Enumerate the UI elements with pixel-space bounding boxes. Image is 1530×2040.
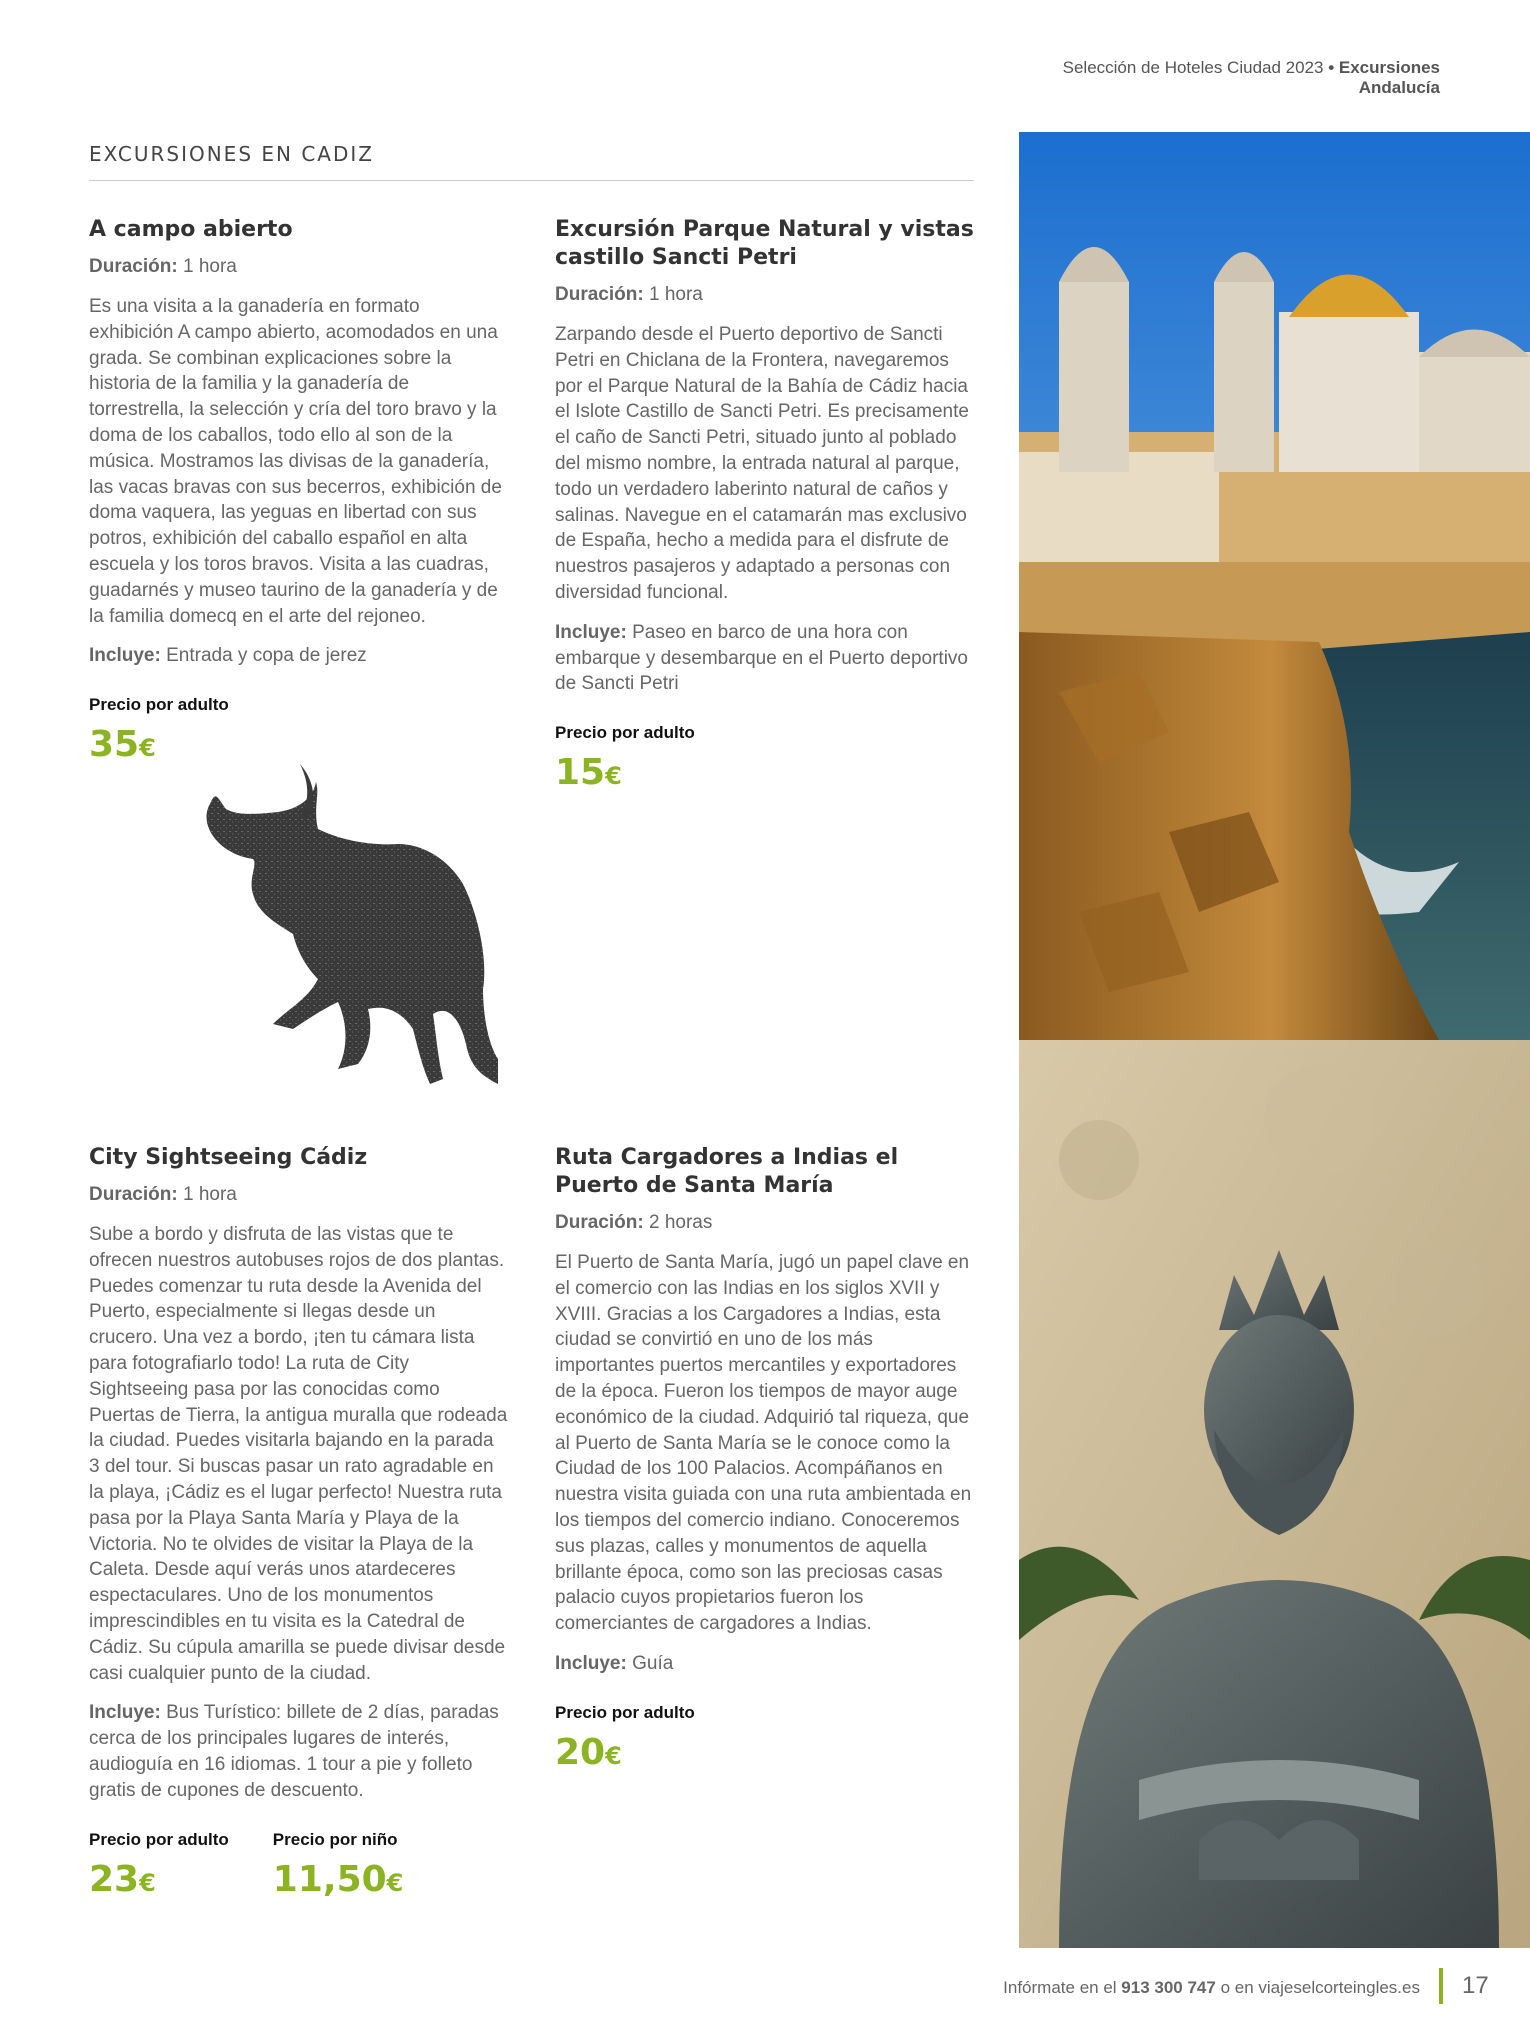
child-price: [273, 1830, 404, 1903]
excursion-duration: Duración: 1 hora: [89, 256, 237, 277]
excursion-description: Zarpando desde el Puerto deportivo de Sancti Petri en Chiclana de la Frontera, navegaremos por el Parque Natural de la Bahía de Cádiz hacia el Islote Castillo de Sancti Petri. Es precisamente el caño de Sancti Petri, situado junto al poblado del mismo nombre, la entrada natural al parque, todo un verdadero laberinto natural de caños y salinas. Navegue en el catamarán mas exclusivo de España, hecho a medida para el disfrute de nuestros pasajeros y adaptado a personas con diversidad funcional.: [555, 324, 969, 603]
section-title: EXCURSIONES EN CADIZ: [89, 142, 974, 181]
price-label: Precio por niño: [272, 1829, 398, 1849]
price-label: Precio por adulto: [89, 1829, 229, 1849]
excursion-card: [89, 1144, 509, 1903]
excursion-duration: Duración: 2 horas: [555, 1212, 713, 1233]
catalog-title: Selección de Hoteles Ciudad 2023: [1062, 58, 1324, 77]
king-statue-photo: [1019, 1040, 1530, 1948]
excursion-includes: Incluye: Guía: [555, 1652, 674, 1674]
price-label: Precio por adulto: [555, 723, 695, 743]
website-link[interactable]: viajeselcorteingles.es: [1258, 1978, 1420, 1997]
excursion-title: Ruta Cargadores a Indias el Puerto de Santa María: [555, 1145, 899, 1198]
excursion-includes: Incluye: Bus Turístico: billete de 2 días, paradas cerca de los principales lugares de interés, audioguía en 16 idiomas. 1 tour a pie y folleto gratis de cupones de descuento.: [89, 1702, 499, 1801]
excursion-duration: Duración: 1 hora: [555, 284, 703, 305]
excursion-card: [89, 216, 509, 768]
excursion-title: Excursión Parque Natural y vistas castillo Sancti Petri: [555, 217, 974, 270]
excursion-title: City Sightseeing Cádiz: [89, 1145, 368, 1170]
running-header: [980, 58, 1440, 98]
excursion-includes: Incluye: Paseo en barco de una hora con embarque y desembarque en el Puerto deportivo de Sancti Petri: [555, 621, 968, 695]
excursion-description: Sube a bordo y disfruta de las vistas que te ofrecen nuestros autobuses rojos de dos plantas. Puedes comenzar tu ruta desde la Avenida del Puerto, especialmente si llegas desde un crucero. Una vez a bordo, ¡ten tu cámara lista para fotografiarlo todo! La ruta de City Sightseeing pasa por las conocidas como Puertas de Tierra, la antigua muralla que rodeada la ciudad. Puedes visitarla bajando en la parada 3 del tour. Si buscas pasar un rato agradable en la playa, ¡Cádiz es el lugar perfecto! Nuestra ruta pasa por la Playa Santa María y Playa de la Victoria. No te olvides de visitar la Playa de la Caleta. Desde aquí verás unos atardeceres espectaculares. Uno de los monumentos imprescindibles en tu visita es la Catedral de Cádiz. Su cúpula amarilla se puede divisar desde casi cualquier punto de la ciudad.: [89, 1224, 508, 1684]
price-row: [89, 1830, 509, 1903]
header-section: Excursiones Andalucía: [1338, 58, 1440, 97]
price-value: 23€: [89, 1858, 156, 1900]
price-value: 11,50€: [272, 1858, 404, 1900]
header-separator: •: [1328, 58, 1335, 77]
price-label: Precio por adulto: [555, 1702, 695, 1722]
adult-price: [89, 1830, 229, 1903]
footer-divider: [1439, 1968, 1443, 2004]
cadiz-cathedral-photo: [1019, 132, 1530, 1040]
price-value: 35€: [89, 724, 156, 766]
price-value: 20€: [555, 1731, 622, 1773]
phone-number[interactable]: 913 300 747: [1121, 1978, 1216, 1997]
price-value: 15€: [555, 752, 622, 794]
excursion-includes: Incluye: Entrada y copa de jerez: [89, 645, 367, 667]
page-number: 17: [1462, 1972, 1489, 1999]
excursion-title: A campo abierto: [89, 217, 293, 242]
excursion-card: [555, 216, 975, 796]
excursion-card: [555, 1144, 975, 1776]
price-label: Precio por adulto: [89, 695, 229, 715]
footer-contact: Infórmate en el 913 300 747 o en viajeselcorteingles.es: [1003, 1978, 1420, 1997]
bull-silhouette-image: [198, 764, 508, 1094]
excursion-description: Es una visita a la ganadería en formato exhibición A campo abierto, acomodados en una grada. Se combinan explicaciones sobre la historia de la familia y la ganadería de torrestrella, la selección y cría del toro bravo y la doma de los caballos, todo ello al son de la música. Mostramos las divisas de la ganadería, las vacas bravas con sus becerros, exhibición de doma vaquera, las yeguas en libertad con sus potros, exhibición del caballo español en alta escuela y los toros bravos. Visita a las cuadras, guadarnés y museo taurino de la ganadería y de la familia domecq en el arte del rejoneo.: [89, 296, 502, 627]
excursion-description: El Puerto de Santa María, jugó un papel clave en el comercio con las Indias en los siglos XVII y XVIII. Gracias a los Cargadores a Indias, esta ciudad se convirtió en uno de los más importantes puertos mercantiles y exportadores de la época. Fueron los tiempos de mayor auge económico de la ciudad. Adquirió tal riqueza, que al Puerto de Santa María se le conoce como la Ciudad de los 100 Palacios. Acompáñanos en nuestra visita guiada con una ruta ambientada en los tiempos del comercio indiano. Conoceremos sus plazas, calles y monumentos de aquella brillante época, como son las preciosas casas palacio cuyos propietarios fueron los comerciantes de cargadores a Indias.: [555, 1252, 972, 1635]
excursion-duration: Duración: 1 hora: [89, 1184, 237, 1205]
